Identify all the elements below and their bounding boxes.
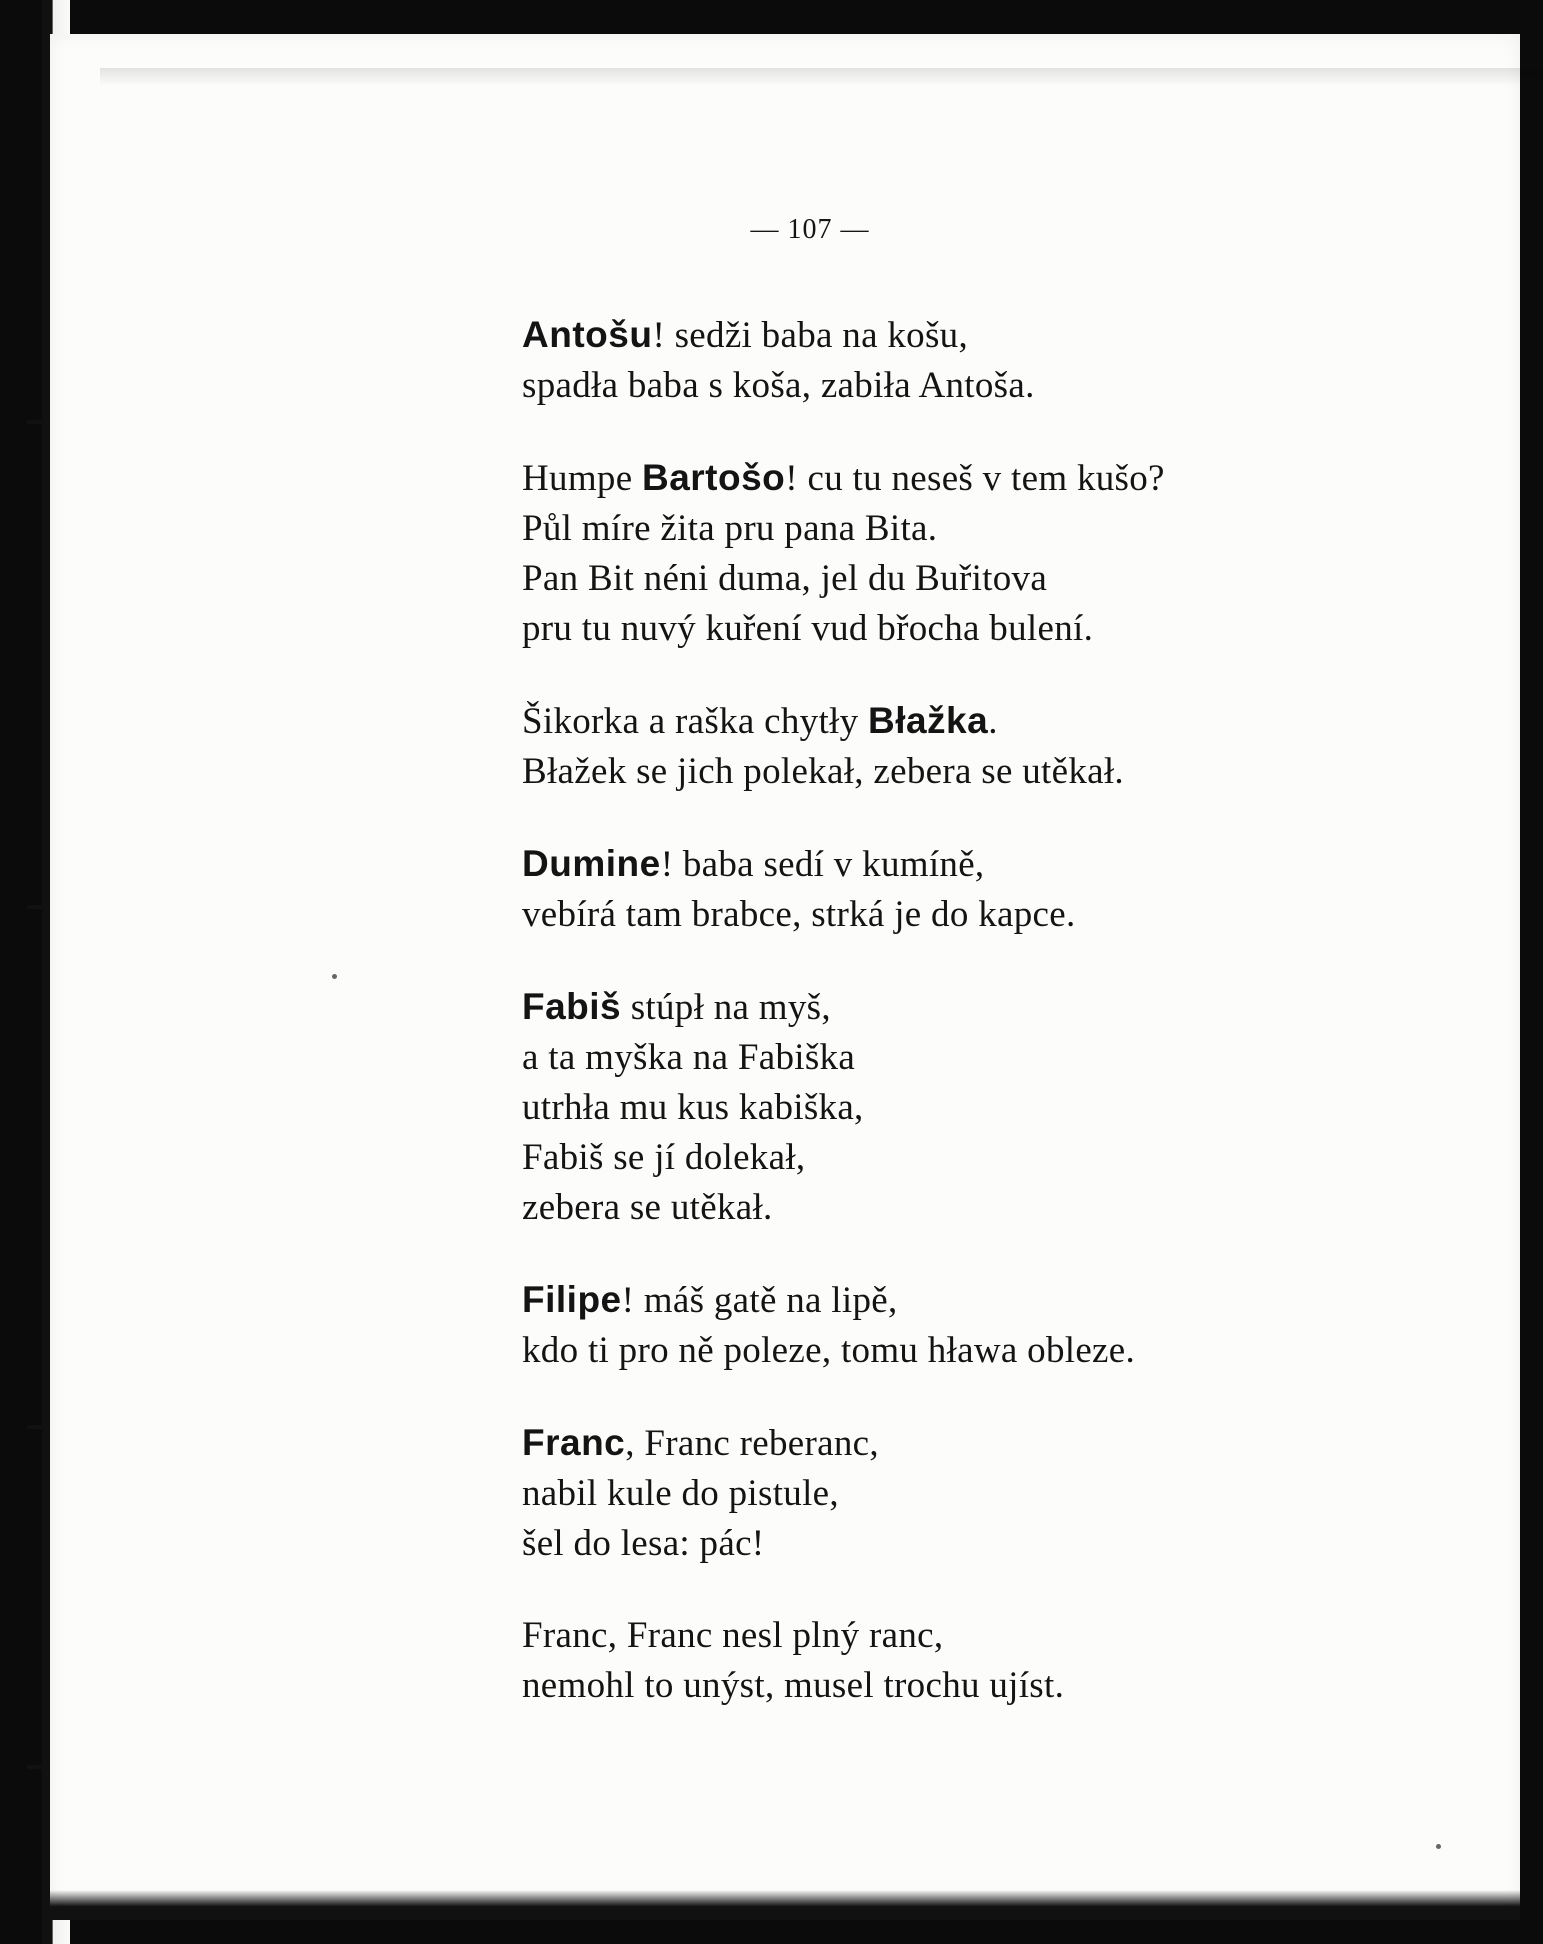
line-text: nabil kule do pistule, xyxy=(522,1473,839,1514)
line-text: Błažek se jich polekał, zebera se utěkał. xyxy=(522,751,1124,792)
poem-line xyxy=(522,361,1422,411)
poem-line xyxy=(522,1611,1422,1661)
poem-line xyxy=(522,839,1422,890)
bold-name: Bartošo xyxy=(641,457,786,498)
poem-line xyxy=(522,982,1422,1033)
poem-line xyxy=(522,1519,1422,1569)
bold-name: Fabiš xyxy=(522,986,622,1027)
poem-line xyxy=(522,1418,1422,1469)
line-text: nemohl to unýst, musel trochu ujíst. xyxy=(522,1665,1065,1706)
line-text: Franc, Franc nesl plný ranc, xyxy=(522,1615,944,1656)
poem-line xyxy=(522,890,1422,940)
page-bottom-shadow xyxy=(50,1890,1520,1920)
line-text: Půl míre žita pru pana Bita. xyxy=(522,508,938,549)
poem-line xyxy=(522,1033,1422,1083)
page-number: — 107 — xyxy=(750,214,870,245)
page-top-shadow xyxy=(100,68,1543,86)
poem-stanza xyxy=(522,1418,1422,1569)
poem-stanza xyxy=(522,1611,1422,1711)
line-text: a ta myška na Fabiška xyxy=(522,1037,856,1078)
line-text: Pan Bit néni duma, jel du Buřitova xyxy=(522,558,1048,599)
poem-stanza xyxy=(522,310,1422,411)
poem-line xyxy=(522,1275,1422,1326)
poem-stanza xyxy=(522,453,1422,654)
line-text: utrhła mu kus kabiška, xyxy=(522,1087,864,1128)
poem-line xyxy=(522,554,1422,604)
poem-stanza xyxy=(522,839,1422,940)
line-text: Šikorka a raška chytły xyxy=(522,701,868,742)
line-text: šel do lesa: pác! xyxy=(522,1523,765,1564)
poem-line xyxy=(522,1661,1422,1711)
bold-name: Antošu xyxy=(522,314,653,355)
folk-rhymes-text xyxy=(522,310,1422,1753)
bold-name: Dumine xyxy=(522,843,661,884)
line-text: kdo ti pro ně poleze, tomu hława obleze. xyxy=(522,1330,1136,1371)
poem-stanza xyxy=(522,982,1422,1233)
line-text: pru tu nuvý kuření vud břocha bulení. xyxy=(522,608,1094,649)
line-text: ! sedži baba na košu, xyxy=(652,315,968,356)
poem-line xyxy=(522,604,1422,654)
line-text: vebírá tam brabce, strká je do kapce. xyxy=(522,894,1076,935)
bold-name: Błažka xyxy=(867,700,989,741)
line-text: ! baba sedí v kumíně, xyxy=(660,844,985,885)
bold-name: Franc xyxy=(522,1422,626,1463)
line-text: ! máš gatě na lipě, xyxy=(621,1280,898,1321)
poem-line xyxy=(522,453,1422,504)
poem-stanza xyxy=(522,1275,1422,1376)
line-text: spadła baba s koša, zabiła Antoša. xyxy=(522,365,1035,406)
poem-line xyxy=(522,504,1422,554)
line-text: ! cu tu neseš v tem kušo? xyxy=(785,458,1165,499)
line-text: . xyxy=(988,701,998,742)
bold-name: Filipe xyxy=(522,1279,622,1320)
scanned-book-page xyxy=(50,34,1520,1920)
scan-speck xyxy=(332,974,337,979)
poem-line xyxy=(522,1469,1422,1519)
poem-line xyxy=(522,696,1422,747)
line-text: , Franc reberanc, xyxy=(625,1423,879,1464)
line-text: zebera se utěkał. xyxy=(522,1187,773,1228)
poem-line xyxy=(522,1183,1422,1233)
scan-speck xyxy=(1436,1844,1441,1849)
poem-line xyxy=(522,1326,1422,1376)
poem-line xyxy=(522,1133,1422,1183)
line-text: Fabiš se jí dolekał, xyxy=(522,1137,806,1178)
poem-line xyxy=(522,747,1422,797)
poem-stanza xyxy=(522,696,1422,797)
poem-line xyxy=(522,310,1422,361)
line-text: stúpł na myš, xyxy=(621,987,831,1028)
poem-line xyxy=(522,1083,1422,1133)
line-text: Humpe xyxy=(522,458,642,499)
